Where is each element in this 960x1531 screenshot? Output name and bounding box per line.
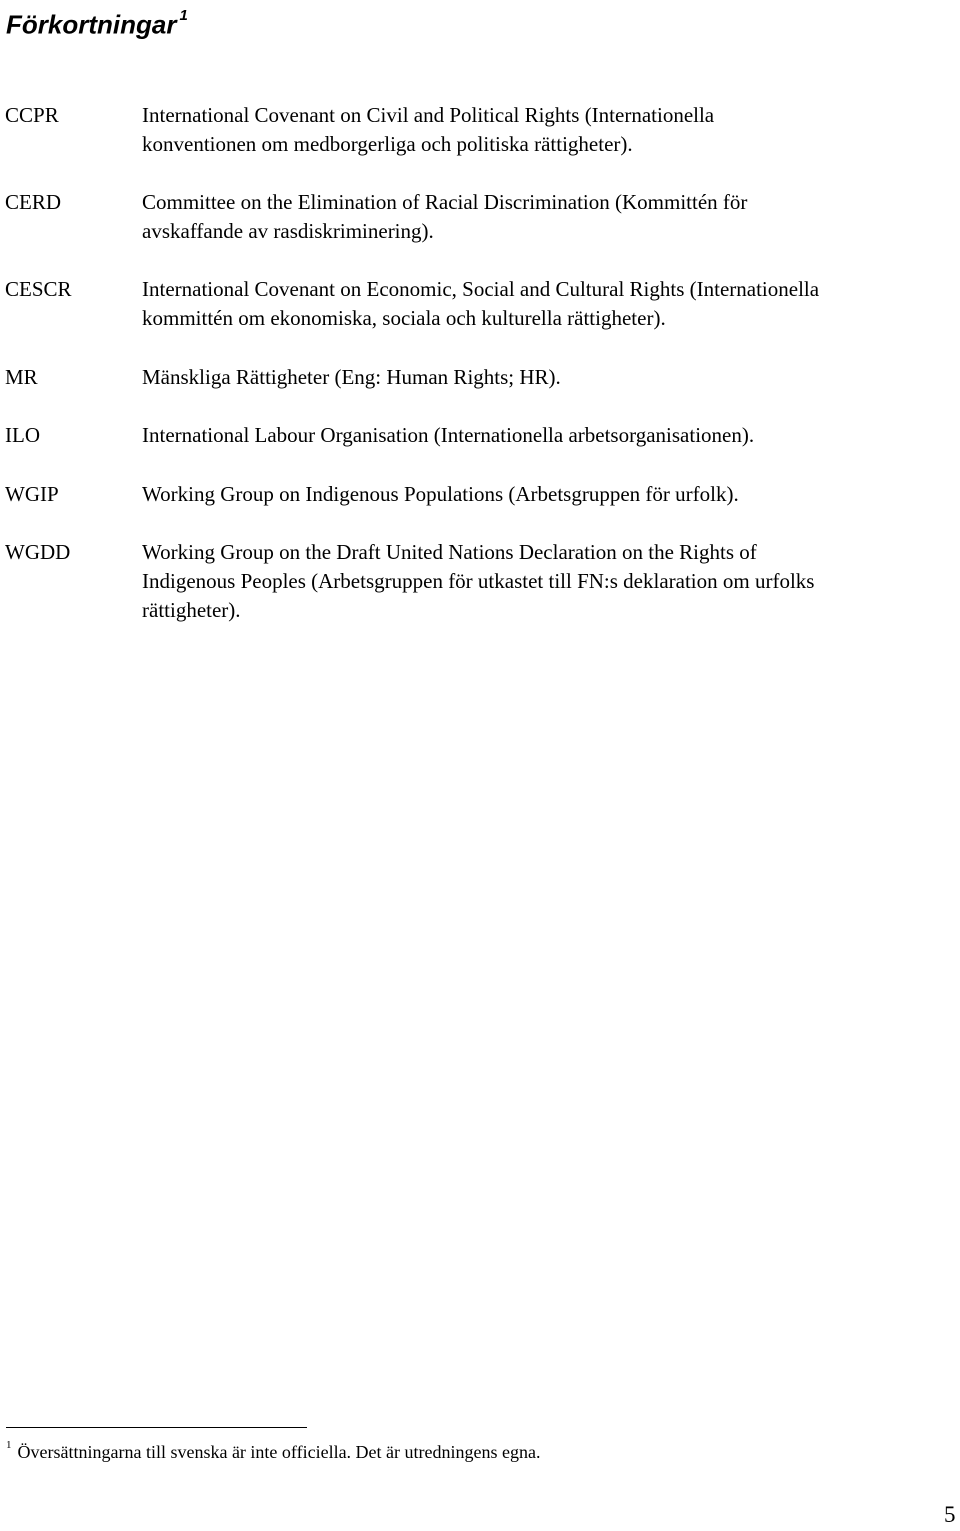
- definition-line: International Covenant on Civil and Political Rights (Internationella: [142, 103, 715, 127]
- definition-line: Working Group on Indigenous Populations (Arbetsgruppen för urfolk).: [142, 482, 739, 506]
- definition-line: Working Group on the Draft United Nations Declaration on the Rights of: [142, 540, 757, 564]
- footnote-marker: 1: [6, 1439, 12, 1451]
- abbreviation-definition: [142, 421, 960, 450]
- definition-line: International Covenant on Economic, Social and Cultural Rights (Internationella: [142, 277, 820, 301]
- definition-line: Mänskliga Rättigheter (Eng: Human Rights; HR).: [142, 365, 561, 389]
- abbreviation-term: ILO: [5, 423, 40, 447]
- abbreviation-term: CESCR: [5, 277, 72, 301]
- abbreviation-list: [0, 0, 960, 700]
- abbreviation-definition: [142, 363, 960, 392]
- definition-line: kommittén om ekonomiska, sociala och kulturella rättigheter).: [142, 306, 666, 330]
- abbreviation-term: WGIP: [5, 482, 59, 506]
- footnote-text: Översättningarna till svenska är inte officiella. Det är utredningens egna.: [17, 1442, 541, 1462]
- definition-line: Indigenous Peoples (Arbetsgruppen för utkastet till FN:s deklaration om urfolks: [142, 569, 815, 593]
- definition-line: International Labour Organisation (Internationella arbetsorganisationen).: [142, 423, 755, 447]
- abbreviation-term: CERD: [5, 190, 62, 214]
- abbreviation-term: WGDD: [5, 540, 71, 564]
- footnote: [6, 1435, 540, 1465]
- footnote-separator: [6, 1427, 307, 1428]
- abbreviation-term: MR: [5, 365, 38, 389]
- definition-line: rättigheter).: [142, 598, 241, 622]
- page-number: 5: [944, 1502, 956, 1527]
- definition-line: avskaffande av rasdiskriminering).: [142, 219, 434, 243]
- definition-line: Committee on the Elimination of Racial Discrimination (Kommittén för: [142, 190, 748, 214]
- title-footnote-marker: 1: [179, 7, 188, 24]
- page-title-text: Förkortningar: [6, 9, 177, 40]
- abbreviation-definition: [142, 538, 960, 625]
- abbreviation-definition: [142, 275, 960, 333]
- abbreviation-definition: [142, 101, 960, 159]
- abbreviation-definition: [142, 480, 960, 509]
- abbreviation-definition: [142, 188, 960, 246]
- abbreviation-term: CCPR: [5, 103, 59, 127]
- definition-line: konventionen om medborgerliga och politiska rättigheter).: [142, 132, 633, 156]
